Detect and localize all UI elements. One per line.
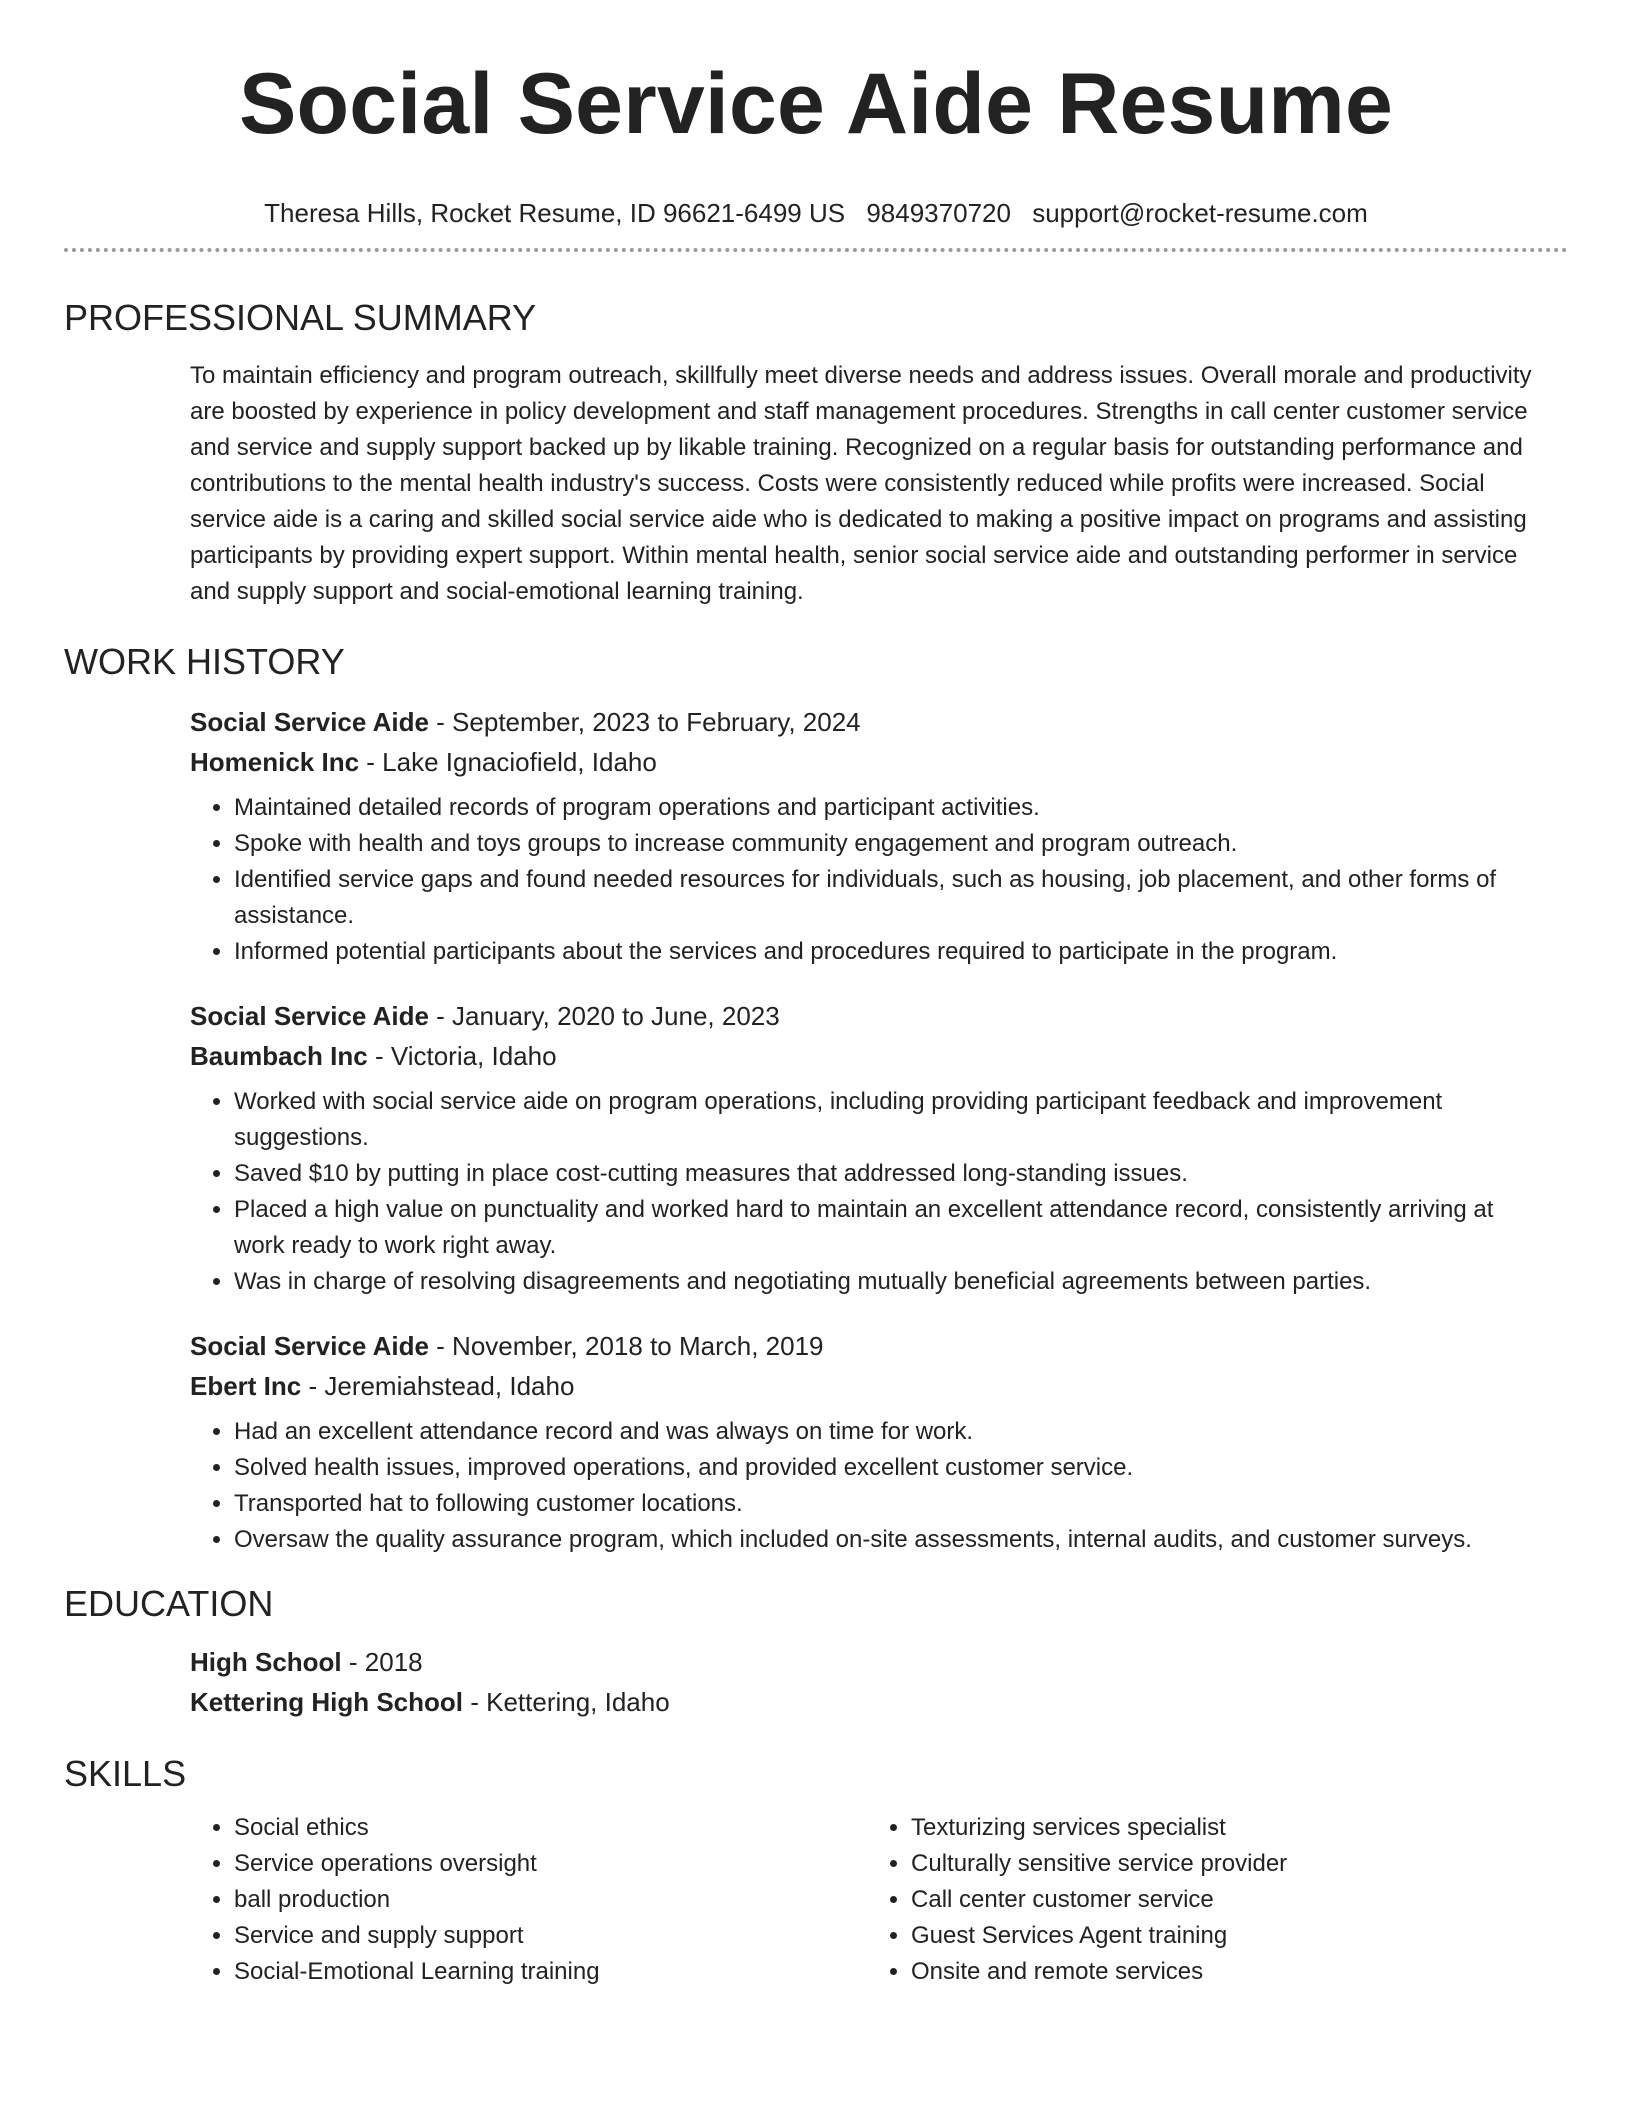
job-company: Baumbach Inc	[190, 1041, 368, 1071]
skills-column-right	[867, 1810, 1548, 1990]
education-school: Kettering High School	[190, 1687, 463, 1717]
job-title: Social Service Aide	[190, 1001, 429, 1031]
education-school-line	[190, 1682, 1548, 1722]
list-item: • Had an excellent attendance record and was always on time for work.	[234, 1414, 1548, 1450]
resume-title: Social Service Aide Resume	[238, 56, 1394, 152]
job-location: - Lake Ignaciofield, Idaho	[359, 747, 657, 777]
summary-heading: PROFESSIONAL SUMMARY	[64, 297, 537, 338]
job-title-line	[190, 1326, 1548, 1366]
contact-email: support@rocket-resume.com	[1032, 198, 1368, 228]
list-item: • Oversaw the quality assurance program, which included on-site assessments, internal audits, and customer surveys.	[234, 1522, 1548, 1558]
list-item: • Identified service gaps and found needed resources for individuals, such as housing, job placement, and other forms of assistance.	[234, 862, 1548, 934]
skill-item: • ball production	[234, 1882, 867, 1918]
list-item: • Placed a high value on punctuality and worked hard to maintain an excellent attendance record, consistently arriving at work ready to work right away.	[234, 1192, 1548, 1264]
job-bullets	[190, 1084, 1548, 1300]
education-year: - 2018	[341, 1647, 423, 1677]
job-company-line	[190, 1366, 1548, 1406]
job-title-line	[190, 702, 1548, 742]
job-entry	[190, 1326, 1548, 1558]
skills-column-left	[190, 1810, 867, 1990]
job-dates: - November, 2018 to March, 2019	[428, 1331, 824, 1361]
job-title: Social Service Aide	[190, 1331, 429, 1361]
header-divider	[64, 248, 1568, 252]
skills-grid	[190, 1810, 1548, 1990]
summary-text: To maintain efficiency and program outreach, skillfully meet diverse needs and address issues. Overall morale and productivity are boosted by experience in policy development and staff management procedures. Strengths in call center customer service and service and supply support backed up by likable training. Recognized on a regular basis for outstanding performance and contributions to the mental health industry's success. Costs were consistently reduced while profits were increased. Social service aide is a caring and skilled social service aide who is dedicated to making a positive impact on programs and assisting participants by providing expert support. Within mental health, senior social service aide and outstanding performer in service and supply support and social-emotional learning training.	[190, 362, 1532, 605]
skill-item: • Social ethics	[234, 1810, 867, 1846]
list-item: • Informed potential participants about the services and procedures required to participate in the program.	[234, 934, 1548, 970]
job-bullets	[190, 1414, 1548, 1558]
work-history-heading: WORK HISTORY	[64, 641, 345, 682]
skill-item: • Culturally sensitive service provider	[911, 1846, 1548, 1882]
list-item: • Transported hat to following customer locations.	[234, 1486, 1548, 1522]
job-company: Homenick Inc	[190, 747, 360, 777]
contact-line	[64, 196, 1568, 230]
skill-item: • Service operations oversight	[234, 1846, 867, 1882]
skills-heading: SKILLS	[64, 1753, 187, 1794]
education-location: - Kettering, Idaho	[463, 1687, 670, 1717]
job-entry	[190, 996, 1548, 1300]
job-dates: - January, 2020 to June, 2023	[428, 1001, 780, 1031]
job-company: Ebert Inc	[190, 1371, 302, 1401]
contact-address: Theresa Hills, Rocket Resume, ID 96621-6499 US	[264, 198, 846, 228]
resume-page	[64, 52, 1568, 1990]
skill-item: • Onsite and remote services	[911, 1954, 1548, 1990]
education-heading: EDUCATION	[64, 1583, 274, 1624]
list-item: • Was in charge of resolving disagreements and negotiating mutually beneficial agreements between parties.	[234, 1264, 1548, 1300]
job-location: - Victoria, Idaho	[367, 1041, 557, 1071]
job-dates: - September, 2023 to February, 2024	[428, 707, 861, 737]
contact-phone: 9849370720	[866, 198, 1011, 228]
skill-item: • Guest Services Agent training	[911, 1918, 1548, 1954]
list-item: • Spoke with health and toys groups to increase community engagement and program outreach.	[234, 826, 1548, 862]
job-company-line	[190, 1036, 1548, 1076]
job-bullets	[190, 790, 1548, 970]
list-item: • Worked with social service aide on program operations, including providing participant feedback and improvement suggestions.	[234, 1084, 1548, 1156]
job-company-line	[190, 742, 1548, 782]
job-location: - Jeremiahstead, Idaho	[301, 1371, 575, 1401]
job-entry	[190, 702, 1548, 970]
skill-item: • Service and supply support	[234, 1918, 867, 1954]
skill-item: • Call center customer service	[911, 1882, 1548, 1918]
skill-item: • Social-Emotional Learning training	[234, 1954, 867, 1990]
list-item: • Saved $10 by putting in place cost-cutting measures that addressed long-standing issues.	[234, 1156, 1548, 1192]
skill-item: • Texturizing services specialist	[911, 1810, 1548, 1846]
education-entry	[190, 1642, 1548, 1722]
list-item: • Solved health issues, improved operations, and provided excellent customer service.	[234, 1450, 1548, 1486]
education-degree-line	[190, 1642, 1548, 1682]
list-item: • Maintained detailed records of program operations and participant activities.	[234, 790, 1548, 826]
job-title: Social Service Aide	[190, 707, 429, 737]
job-title-line	[190, 996, 1548, 1036]
education-degree: High School	[190, 1647, 342, 1677]
